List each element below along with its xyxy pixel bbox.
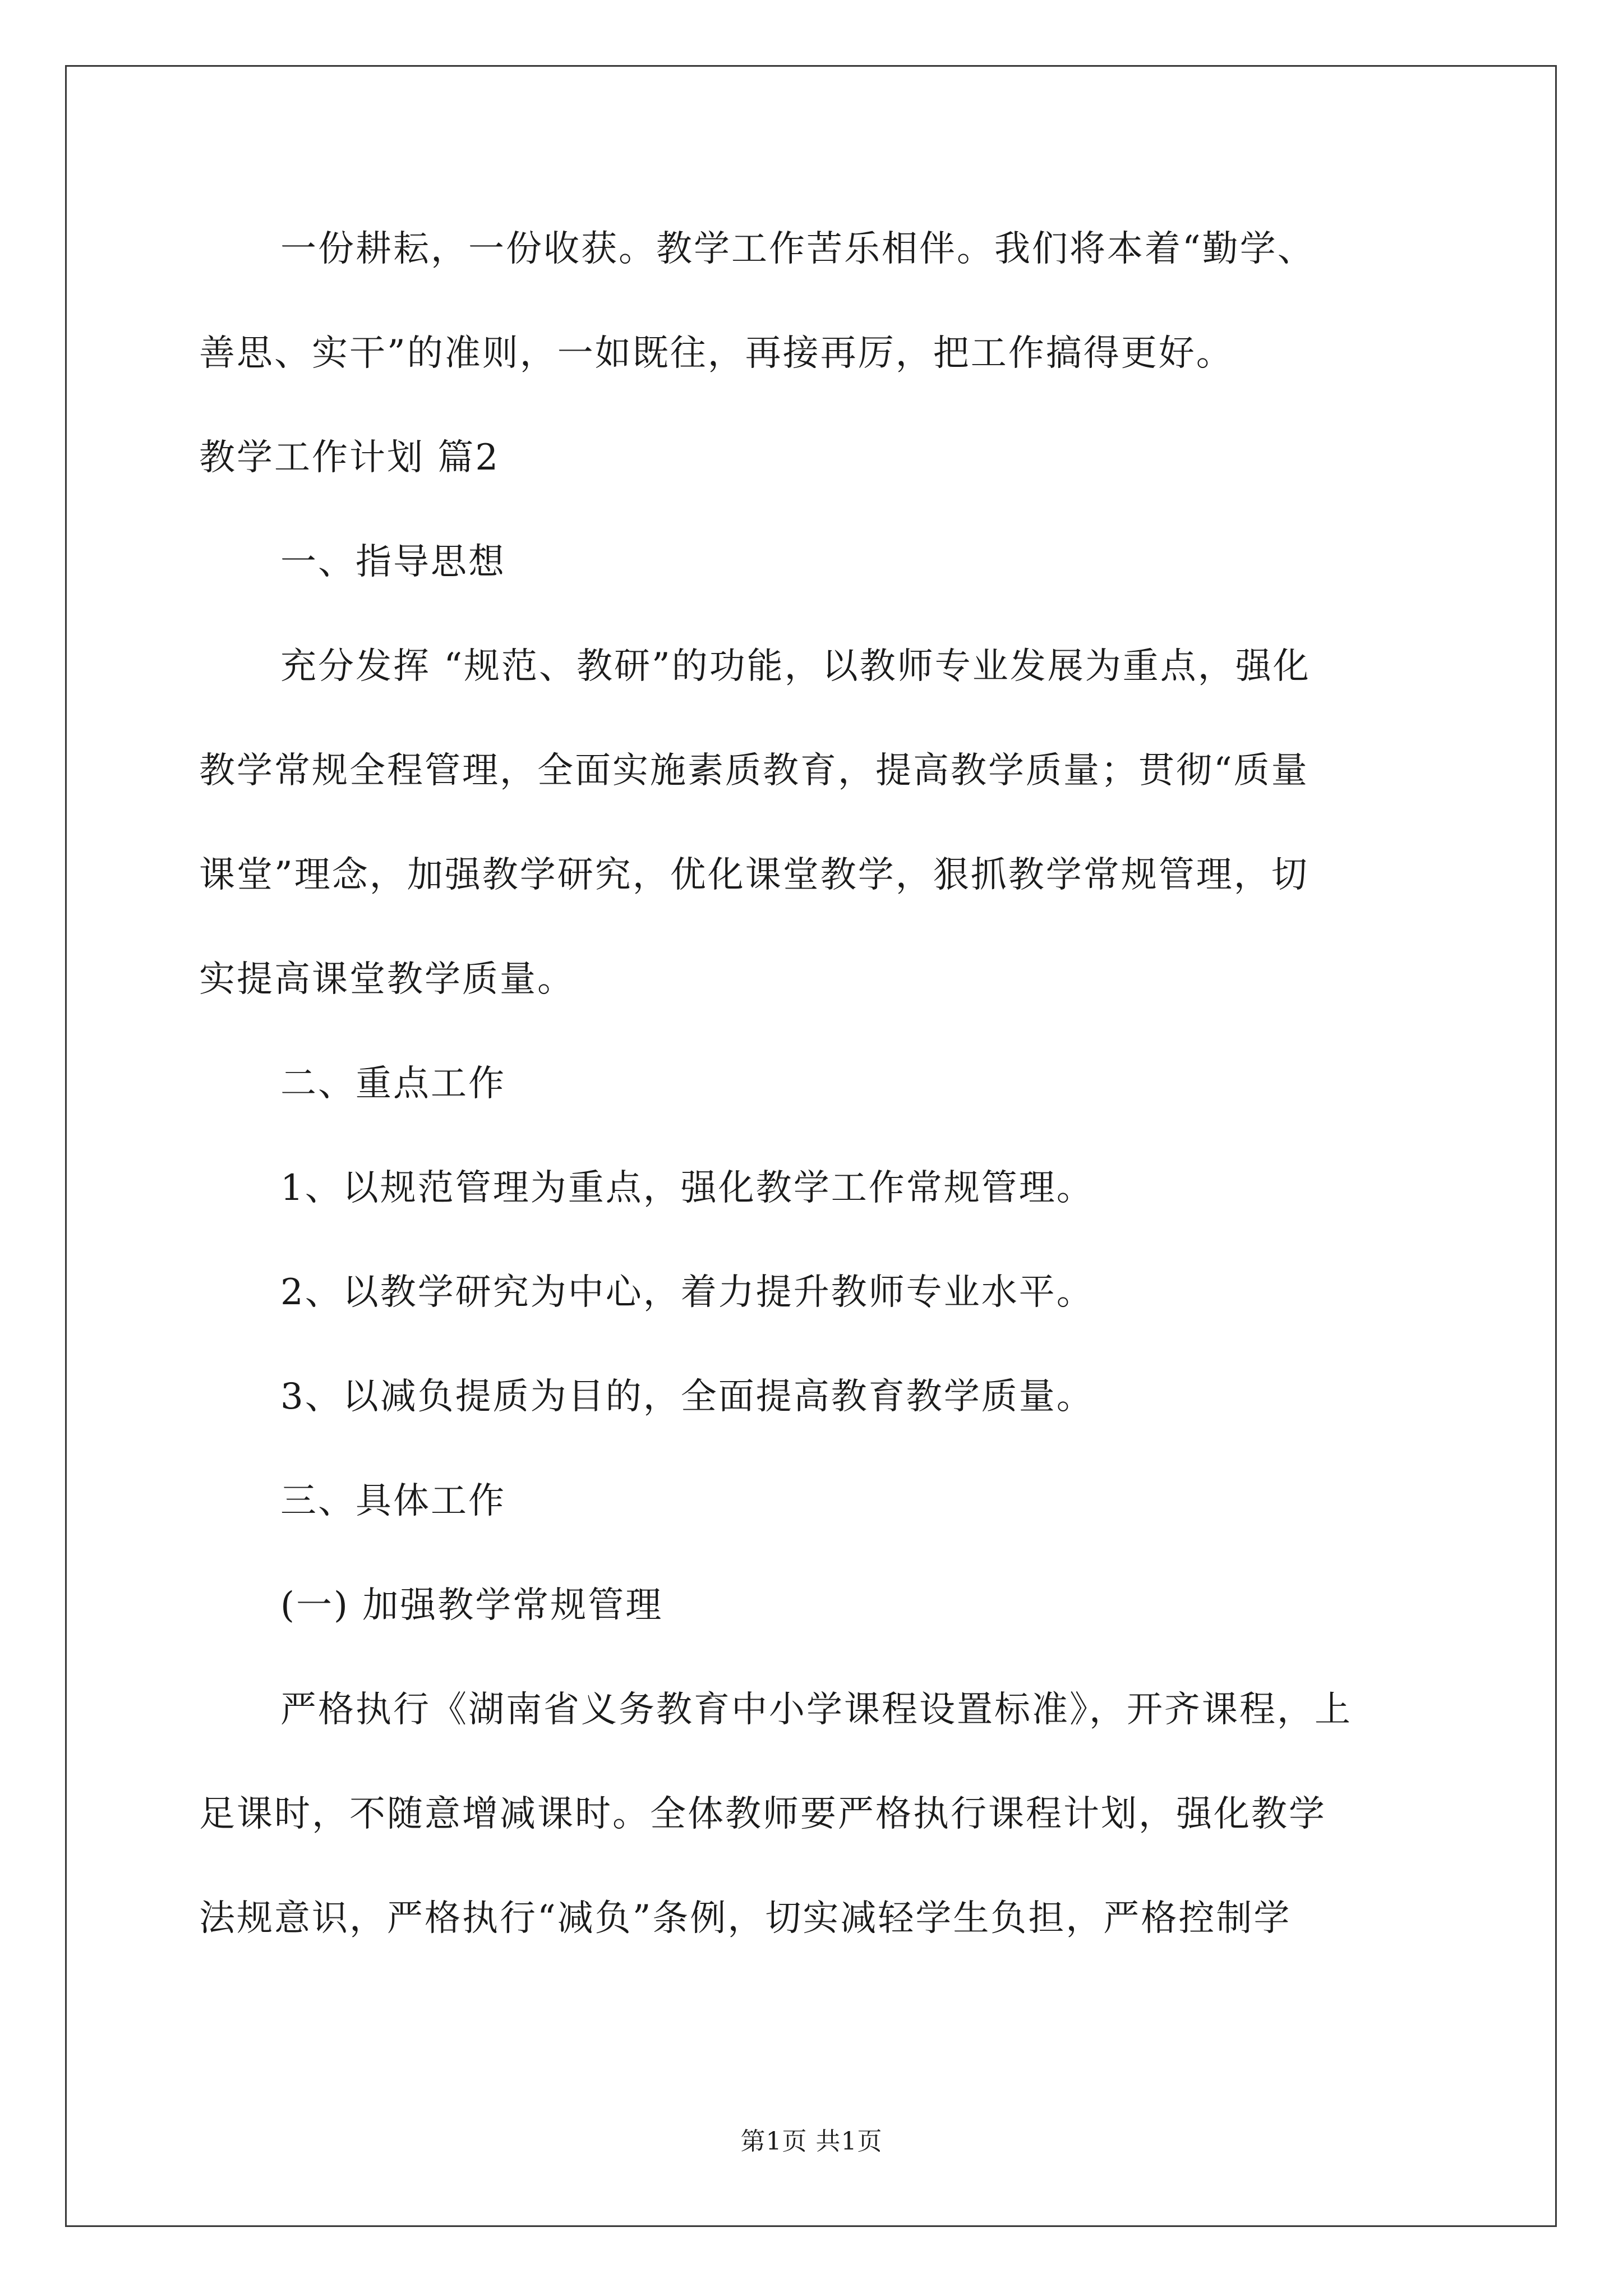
- list-item: 3、以减负提质为目的，全面提高教育教学质量。: [280, 1376, 1094, 1418]
- text-line: 教学常规全程管理，全面实施素质教育，提高教学质量；贯彻“质量: [199, 750, 1309, 792]
- text-line: 充分发挥 “规范、教研”的功能，以教师专业发展为重点，强化: [280, 646, 1311, 687]
- text-line: 课堂”理念，加强教学研究，优化课堂教学，狠抓教学常规管理，切: [199, 854, 1309, 896]
- text-line: 足课时，不随意增减课时。全体教师要严格执行课程计划，强化教学: [199, 1793, 1326, 1835]
- text-line: 实提高课堂教学质量。: [199, 959, 575, 1000]
- text-line: 善思、实干”的准则，一如既往，再接再厉，把工作搞得更好。: [199, 333, 1234, 374]
- heading: 一、指导思想: [280, 541, 506, 583]
- heading: 三、具体工作: [280, 1480, 506, 1522]
- text-line: 法规意识，严格执行“减负”条例，切实减轻学生负担，严格控制学: [199, 1898, 1292, 1939]
- section-title: 教学工作计划 篇2: [199, 437, 500, 478]
- list-item: 2、以教学研究为中心，着力提升教师专业水平。: [280, 1272, 1094, 1313]
- subheading: (一) 加强教学常规管理: [280, 1585, 663, 1626]
- page-footer: 第1页 共1页: [740, 2127, 883, 2156]
- text-line: 一份耕耘，一份收获。教学工作苦乐相伴。我们将本着“勤学、: [280, 228, 1315, 270]
- text-line: 严格执行《湖南省义务教育中小学课程设置标准》，开齐课程，上: [280, 1689, 1352, 1731]
- list-item: 1、以规范管理为重点，强化教学工作常规管理。: [280, 1167, 1094, 1209]
- heading: 二、重点工作: [280, 1063, 506, 1105]
